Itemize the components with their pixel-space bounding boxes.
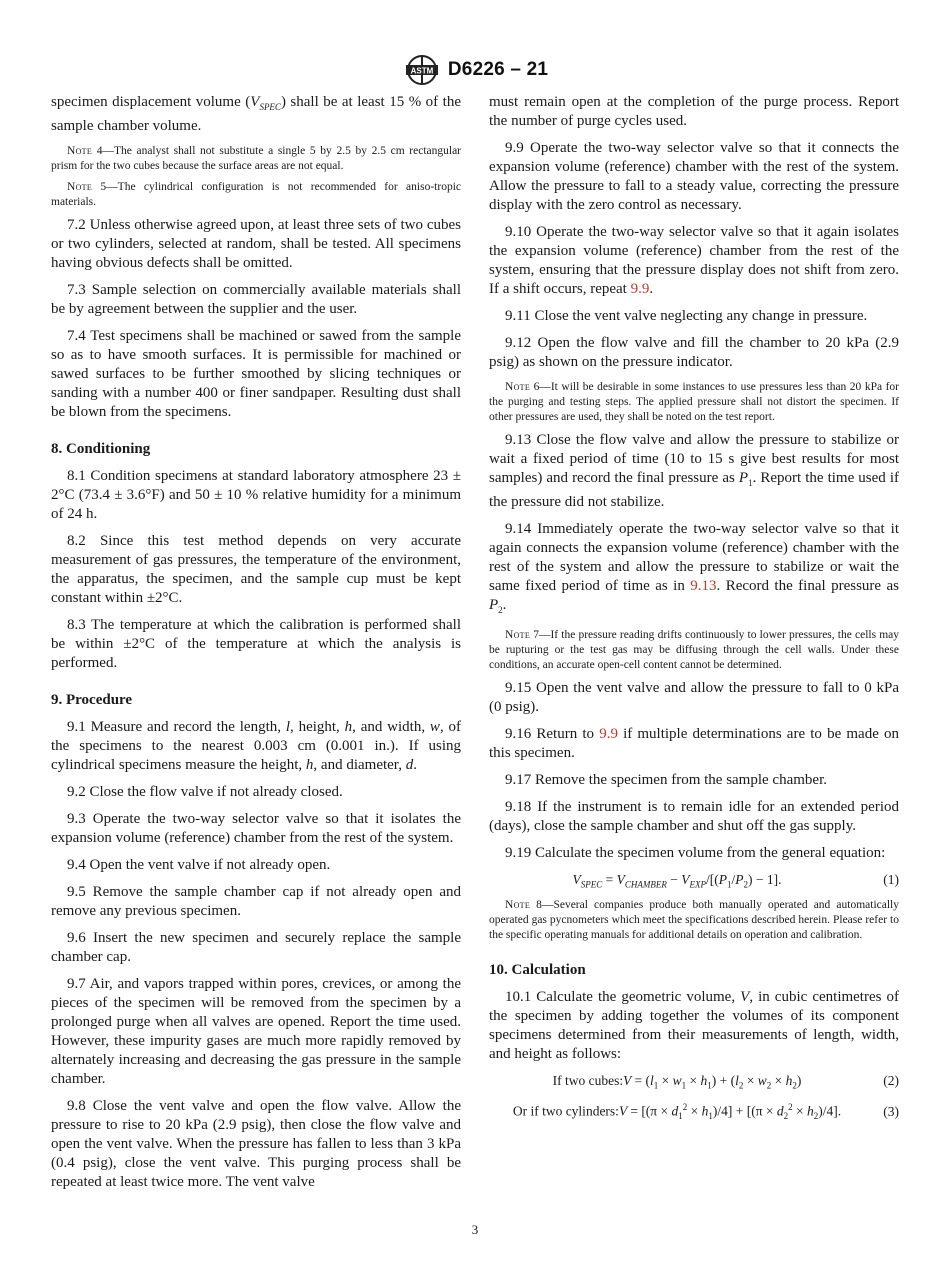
paragraph-9-17: 9.17 Remove the specimen from the sample chamber. bbox=[505, 772, 827, 788]
paragraph-9-15: 9.15 Open the vent valve and allow the pressure to fall to 0 kPa (0 psig). bbox=[489, 680, 899, 715]
paragraph-7-1-continued: specimen displacement volume $(V_{SPEC})$ shall be at least 15 % of the sample chamber volume. bbox=[51, 94, 461, 134]
equation-2: If two cubes:V = $(l_1 \times w_1 \times h_1) + (l_2 \times w_2 \times h_2)$ (2) bbox=[552, 1072, 899, 1091]
cross-reference-link[interactable]: 9.9 bbox=[599, 726, 618, 742]
cross-reference-link[interactable]: 9.13 bbox=[690, 578, 717, 594]
paragraph-9-10: 9.10 Operate the two-way selector valve so that it again isolates the expansion volume (reference) chamber from the rest of the system, ensuring that the pressure display does not shift from zero. If a shift occurs, repeat 9.9. bbox=[489, 224, 899, 297]
paragraph-9-1: 9.1 Measure and record the length, l, height, h, and width, w, of the specimens to the nearest 0.003 cm (0.001 in.). If using cylindrical specimens measure the height, h, and diameter, d. bbox=[51, 719, 461, 773]
paragraph-9-7: 9.7 Air, and vapors trapped within pores, crevices, or among the pieces of the specimen will be removed from the specimen by a prolonged purge when all valves are opened. Report the time used. However, these impurity gases are much more rapidly removed by alternately increasing and decreasing the gas pressure in the sample chamber. bbox=[51, 976, 461, 1087]
section-heading-10: 10. Calculation bbox=[489, 961, 586, 978]
svg-text:ASTM: ASTM bbox=[410, 66, 434, 76]
note-5: Note 5—The cylindrical configuration is not recommended for aniso-tropic materials. bbox=[51, 181, 461, 208]
paragraph-9-2: 9.2 Close the flow valve if not already closed. bbox=[67, 784, 343, 800]
page-header bbox=[0, 50, 950, 90]
paragraph-7-2: 7.2 Unless otherwise agreed upon, at least three sets of two cubes or two cylinders, selected at random, shall be tested. All specimens having obvious defects shall be omitted. bbox=[51, 217, 461, 271]
paragraph-9-14: 9.14 Immediately operate the two-way selector valve so that it again connects the expansion volume (reference) chamber with the rest of the system and allow the pressure to stabilize or wait the same fixed period of time as in 9.13. Record the final pressure as $P_2$. bbox=[489, 521, 899, 615]
equation-1: $V_{SPEC} = V_{CHAMBER} - V_{EXP}/[(P_1/P_2) - 1]$. (1) bbox=[572, 872, 899, 890]
left-column bbox=[51, 93, 461, 1200]
paragraph-8-1: 8.1 Condition specimens at standard laboratory atmosphere 23 ± 2°C (73.4 ± 3.6°F) and 50 ± 10 % relative humidity for a minimum of 24 h. bbox=[51, 468, 461, 522]
paragraph-9-9: 9.9 Operate the two-way selector valve so that it connects the expansion volume (reference) chamber with the rest of the system. Allow the pressure to fall to a steady value, correcting the pressure display with the zero control as necessary. bbox=[489, 140, 899, 213]
paragraph-9-5: 9.5 Remove the sample chamber cap if not already open and remove any previous specimen. bbox=[51, 884, 461, 919]
right-column bbox=[489, 93, 899, 1130]
paragraph-9-3: 9.3 Operate the two-way selector valve so that it isolates the expansion volume (reference) chamber from the rest of the system. bbox=[51, 811, 461, 846]
section-heading-9: 9. Procedure bbox=[51, 692, 133, 708]
paragraph-9-12: 9.12 Open the flow valve and fill the chamber to 20 kPa (2.9 psig) as shown on the pressure indicator. bbox=[489, 335, 899, 370]
paragraph-9-6: 9.6 Insert the new specimen and securely replace the sample chamber cap. bbox=[51, 930, 461, 965]
astm-logo-icon bbox=[402, 54, 442, 86]
page-number: 3 bbox=[471, 1222, 479, 1237]
paragraph-9-16: 9.16 Return to 9.9 if multiple determinations are to be made on this specimen. bbox=[489, 726, 900, 761]
paragraph-8-2: 8.2 Since this test method depends on very accurate measurement of gas pressures, the temperature of the environment, the apparatus, the specimen, and the sample cup must be kept constant within ±2°C. bbox=[51, 533, 461, 606]
paragraph-9-19: 9.19 Calculate the specimen volume from the general equation: bbox=[505, 845, 886, 861]
paragraph-9-8-continued: must remain open at the completion of the purge process. Report the number of purge cycles used. bbox=[489, 94, 899, 129]
paragraph-8-3: 8.3 The temperature at which the calibration is performed shall be within ±2°C of the temperature at which the analysis is performed. bbox=[51, 617, 461, 671]
cross-reference-link[interactable]: 9.9 bbox=[630, 281, 650, 297]
section-heading-8: 8. Conditioning bbox=[51, 441, 151, 457]
note-7: Note 7—If the pressure reading drifts continuously to lower pressures, the cells may be rupturing or the test gas may be diffusing through the cell walls. Under these conditions, an accurate open-cell content cannot be determined. bbox=[489, 629, 900, 671]
paragraph-9-8: 9.8 Close the vent valve and open the flow valve. Allow the pressure to rise to 20 kPa (2.9 psig), then close the flow valve and open the vent valve. When the pressure has fallen to less than 3 kPa (0.4 psig), close the vent valve. This purging process shall be repeated at least twice more. The vent valve bbox=[51, 1098, 461, 1190]
paragraph-7-4: 7.4 Test specimens shall be machined or sawed from the sample so as to have smooth surfaces. It is permissible for machined or sawed surfaces to be further smoothed by slicing techniques or sanding with a number 400 or finer sandpaper. Resulting dust shall be blown from the specimens. bbox=[51, 328, 461, 420]
note-8: Note 8—Several companies produce both manually operated and automatically operated gas pycnometers which meet the specifications described herein. Please refer to the specific operating manuals for additional details on operation and calibration. bbox=[489, 898, 900, 941]
note-6: Note 6—It will be desirable in some instances to use pressures less than 20 kPa for the purging and testing steps. The applied pressure shall not distort the specimen. If other pressures are used, they shall be noted on the test report. bbox=[489, 381, 900, 423]
equation-3: Or if two cylinders:V = $[(\pi \times d_1^2 \times h_1)/4] + [(\pi \times d_2^2 \times h_2)/4]$. (3) bbox=[512, 1102, 899, 1122]
note-4: Note 4—The analyst shall not substitute a single 5 by 2.5 by 2.5 cm rectangular prism for the two cubes because the surface areas are not equal. bbox=[51, 145, 462, 172]
paragraph-9-18: 9.18 If the instrument is to remain idle for an extended period (days), close the sample chamber and shut off the gas supply. bbox=[489, 799, 899, 834]
paragraph-10-1: 10.1 Calculate the geometric volume, V, in cubic centimetres of the specimen by adding together the volumes of its component specimens determined from their measurements of length, width, and height as follows: bbox=[489, 988, 900, 1062]
paragraph-9-4: 9.4 Open the vent valve if not already open. bbox=[67, 857, 331, 873]
standard-designation: D6226 – 21 bbox=[447, 59, 549, 80]
paragraph-9-11: 9.11 Close the vent valve neglecting any change in pressure. bbox=[505, 308, 868, 324]
paragraph-9-13: 9.13 Close the flow valve and allow the pressure to stabilize or wait a fixed period of time (10 to 15 s give best results for most samples) and record the final pressure as $P_1$. Report the time used if the pressure did not stabilize. bbox=[489, 432, 900, 510]
paragraph-7-3: 7.3 Sample selection on commercially available materials shall be by agreement between the supplier and the user. bbox=[51, 282, 461, 317]
